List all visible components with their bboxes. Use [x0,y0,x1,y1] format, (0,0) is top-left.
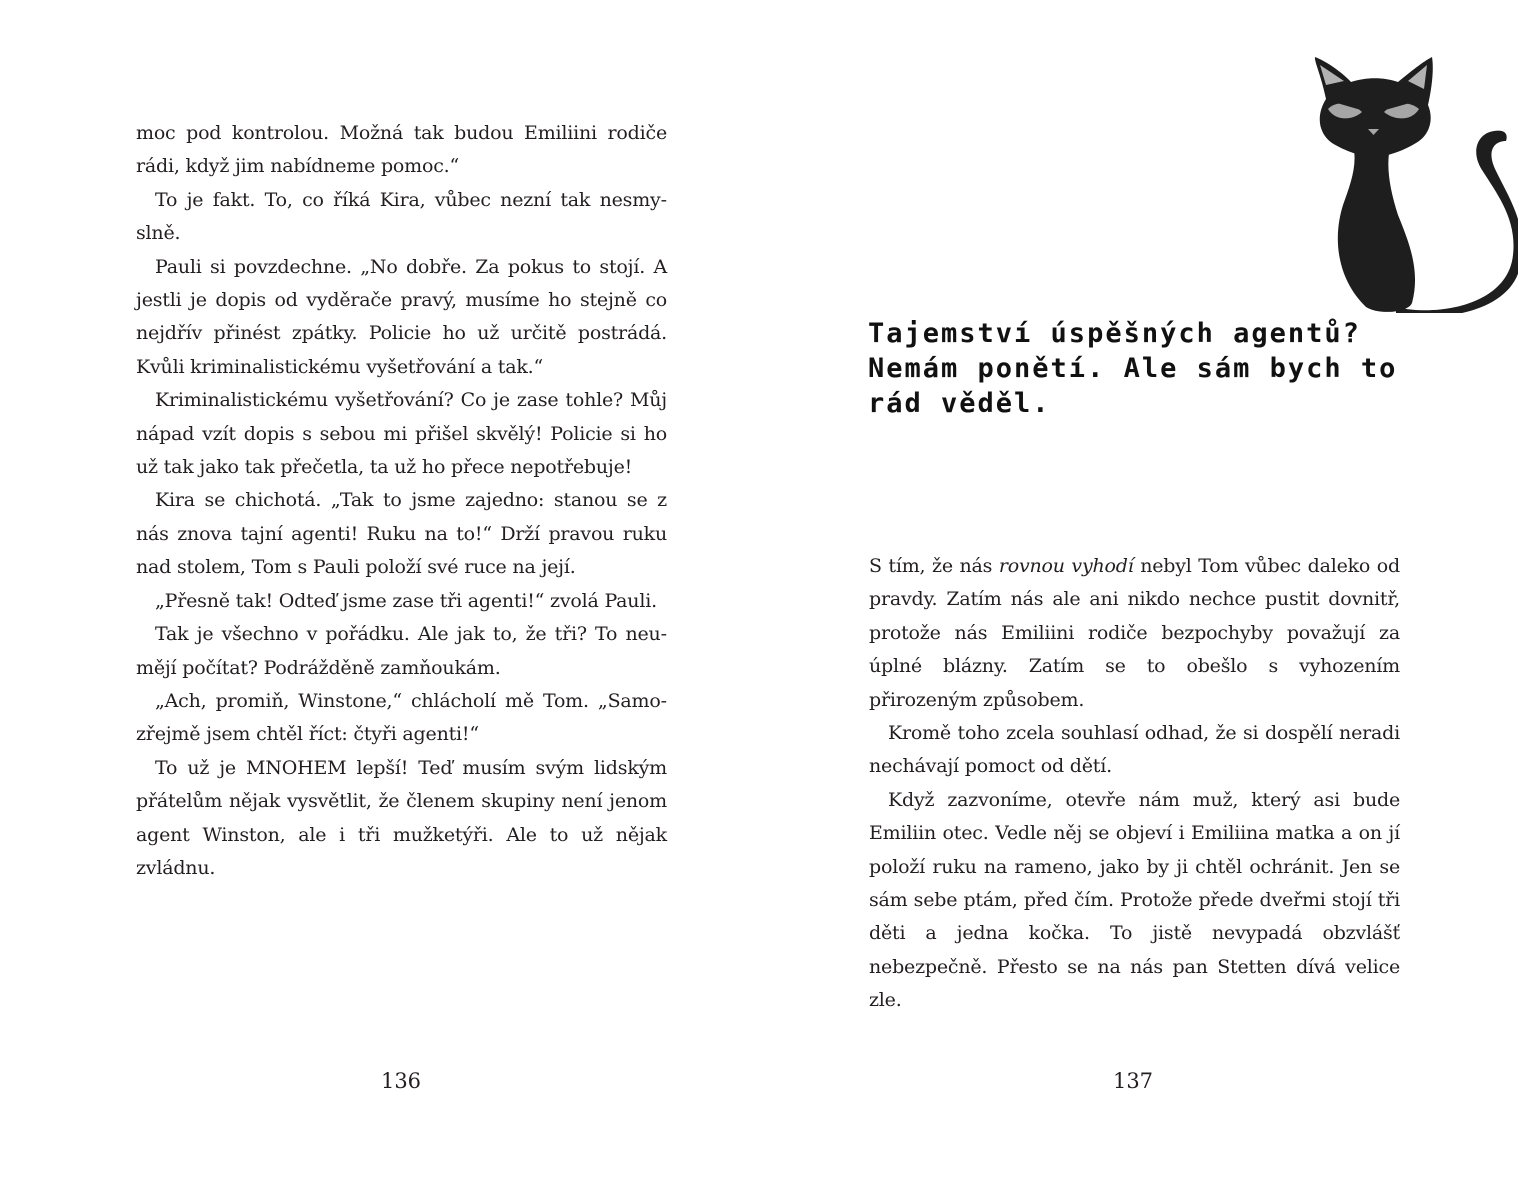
black-cat-icon [1288,55,1518,313]
paragraph: „Přesně tak! Odteď jsme zase tři agenti!“ zvolá Pauli. [155,589,657,612]
heading-line: Tajemství úspěšných agentů? [868,318,1361,349]
chapter-heading [868,316,1428,421]
paragraph: „Ach, promiň, Winstone,“ chlácholí mě Tom. „Samozřejmě jsem chtěl říct: čtyři agenti!“ [136,689,667,746]
paragraph: To už je MNOHEM lepší! Teď musím svým lidským přátelům nějak vysvětlit, že členem skupiny není jenom agent Winston, ale i tři mužketýři. Ale to už nějak zvládnu. [136,756,667,879]
paragraph: To je fakt. To, co říká Kira, vůbec nezní tak nesmyslně. [136,188,667,245]
left-page-text [136,117,667,885]
paragraph: Kira se chichotá. „Tak to jsme zajedno: stanou se z nás znova tajní agenti! Ruku na to!“ Drží pravou ruku nad stolem, Tom s Pauli položí své ruce na její. [136,489,667,579]
right-page [768,0,1536,1182]
paragraph [869,550,1400,717]
text-run: S tím, že nás [869,555,999,577]
heading-line: Nemám ponětí. Ale sám bych to [868,353,1398,384]
emphasized-text: rovnou vyhodí [998,555,1134,577]
paragraph: Tak je všechno v pořádku. Ale jak to, že tři? To neumějí počítat? Podrážděně zamňoukám. [136,623,667,679]
paragraph: Když zazvoníme, otevře nám muž, který asi bude Emiliin otec. Vedle něj se objeví i Emiliina matka a on jí položí ruku na rameno, jako by ji chtěl ochránit. Jen se sám sebe ptám, před čím. Protože přede dveřmi stojí tři děti a jedna kočka. To jistě nevypadá obzvlášť nebezpečně. Přesto se na nás pan Stetten dívá velice zle. [869,788,1400,1012]
page-number-left: 136 [380,1069,422,1093]
paragraph: Kromě toho zcela souhlasí odhad, že si dospělí neradi nechávají pomoct od dětí. [869,722,1400,778]
heading-line: rád věděl. [868,388,1051,419]
right-page-text [869,550,1400,1018]
page-number-right: 137 [1112,1069,1154,1093]
paragraph: moc pod kontrolou. Možná tak budou Emiliini rodiče rádi, když jim nabídneme pomoc.“ [136,122,667,178]
text-run: nebyl Tom vůbec daleko od pravdy. Zatím nás ale ani nikdo nechce pustit dovnitř, protože nás Emiliini rodiče bezpochyby považují za úplné blázny. Zatím se to obešlo s vyhozením přirozeným způsobem. [869,555,1400,711]
paragraph: Kriminalistickému vyšetřování? Co je zase tohle? Můj nápad vzít dopis s sebou mi přišel skvělý! Policie si ho už tak jako tak přečetla, ta už ho přece nepotřebuje! [136,389,667,479]
paragraph: Pauli si povzdechne. „No dobře. Za pokus to stojí. A jestli je dopis od vyděrače pravý, musíme ho stejně co nejdřív přinést zpátky. Policie ho už určitě postrádá. Kvůli kriminalistickému vyšetřování a tak.“ [136,255,667,378]
